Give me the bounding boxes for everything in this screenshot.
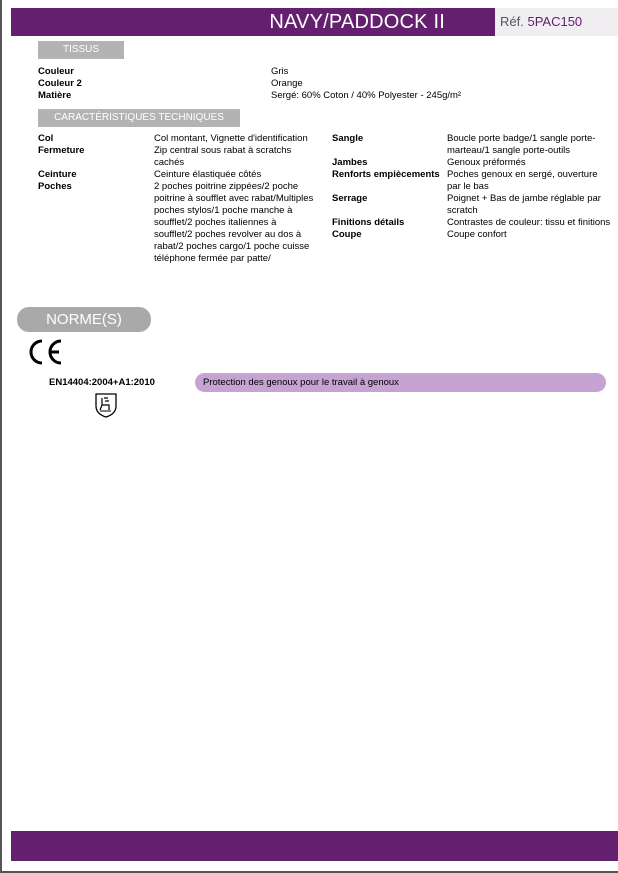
reference-value: 5PAC150: [527, 14, 583, 29]
carac-value-ceinture: Ceinture élastiquée côtés: [154, 169, 262, 180]
footer-bar: [11, 831, 618, 861]
carac-value-jambes: Genoux préformés: [447, 157, 526, 168]
carac-key-finitions: Finitions détails: [332, 217, 405, 228]
carac-value-finitions: Contrastes de couleur: tissu et finitions: [447, 217, 611, 228]
norm-code: EN14404:2004+A1:2010: [49, 377, 155, 388]
tissus-value-couleur: Gris: [271, 66, 289, 77]
carac-value-poches: 2 poches poitrine zippées/2 poche poitrine à soufflet avec rabat/Multiples poches stylos/1 poche manche à soufflet/2 poches italiennes à soufflet/2 poches revolver au dos à rabat/2 poches cargo/1 poche cuisse téléphone fermée par patte/: [154, 181, 314, 264]
carac-key-sangle: Sangle: [332, 133, 364, 144]
caracteristiques-section-label: CARACTÉRISTIQUES TECHNIQUES: [38, 109, 240, 127]
tissus-key-matiere: Matière: [38, 90, 72, 101]
reference-label: Réf.: [500, 14, 524, 29]
reference-box: [495, 8, 618, 36]
tissus-section-label: TISSUS: [38, 41, 124, 59]
ce-mark-icon: [26, 338, 64, 366]
carac-value-renforts: Poches genoux en sergé, ouverture par le bas: [447, 169, 598, 192]
carac-key-renforts: Renforts empiècements: [332, 169, 440, 180]
carac-key-col: Col: [38, 133, 54, 144]
knee-protection-icon: [94, 392, 118, 418]
carac-value-coupe: Coupe confort: [447, 229, 507, 240]
norm-description: Protection des genoux pour le travail à genoux: [195, 373, 606, 392]
carac-value-fermeture: Zip central sous rabat à scratchs cachés: [154, 145, 292, 168]
tissus-value-couleur-2: Orange: [271, 78, 303, 89]
carac-key-coupe: Coupe: [332, 229, 362, 240]
carac-key-poches: Poches: [38, 181, 72, 192]
tissus-key-couleur: Couleur: [38, 66, 74, 77]
normes-section-label: NORME(S): [17, 307, 151, 332]
carac-value-sangle: Boucle porte badge/1 sangle porte-marteau/1 sangle porte-outils: [447, 133, 596, 156]
tissus-key-couleur-2: Couleur 2: [38, 78, 82, 89]
product-title: NAVY/PADDOCK II: [269, 11, 445, 33]
carac-key-serrage: Serrage: [332, 193, 368, 204]
carac-key-ceinture: Ceinture: [38, 169, 77, 180]
carac-value-serrage: Poignet + Bas de jambe réglable par scratch: [447, 193, 601, 216]
carac-value-col: Col montant, Vignette d'identification: [154, 133, 308, 144]
tissus-value-matiere: Sergé: 60% Coton / 40% Polyester - 245g/m²: [271, 90, 462, 101]
carac-key-fermeture: Fermeture: [38, 145, 85, 156]
carac-key-jambes: Jambes: [332, 157, 368, 168]
